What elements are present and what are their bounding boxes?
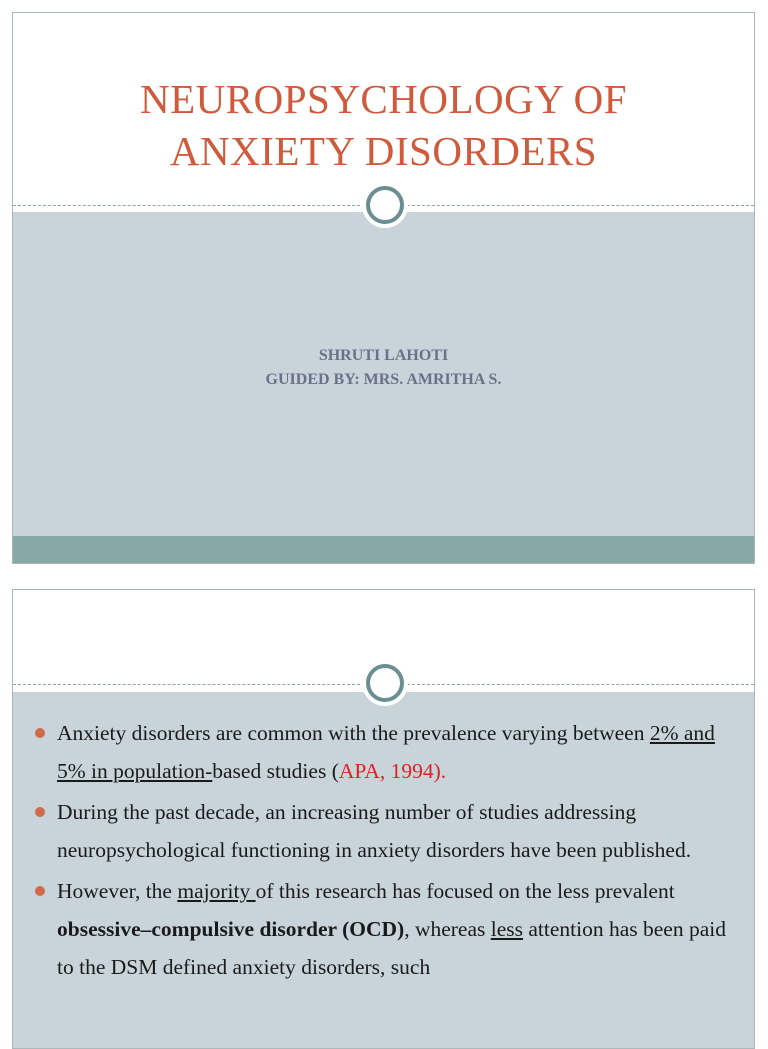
slide-title	[13, 73, 754, 177]
bullet-icon	[35, 886, 45, 896]
circle-ornament-icon	[366, 186, 404, 224]
guide-name: GUIDED BY: MRS. AMRITHA S.	[265, 371, 502, 388]
underlined-text: majority	[177, 879, 256, 903]
list-item	[33, 872, 738, 986]
bullet-text: However, the	[57, 879, 178, 903]
author-name: SHRUTI LAHOTI	[318, 347, 449, 364]
title-area	[13, 13, 754, 206]
bullet-icon	[35, 807, 45, 817]
bold-text: obsessive–compulsive disorder (OCD)	[57, 917, 405, 941]
bullet-text: based studies (	[212, 759, 339, 783]
list-item	[33, 714, 738, 790]
bullet-text: Anxiety disorders are common with the prevalence varying between	[57, 721, 650, 745]
title-line-2: ANXIETY DISORDERS	[169, 128, 598, 174]
list-item	[33, 793, 738, 869]
circle-ornament-icon	[366, 664, 404, 702]
underlined-text: 2% and 5% in population-	[57, 721, 715, 783]
bullet-icon	[35, 728, 45, 738]
accent-band	[13, 536, 754, 564]
citation: APA, 1994).	[338, 759, 447, 783]
underlined-text: less	[490, 917, 523, 941]
content-slide	[12, 589, 755, 1049]
bullet-text: , whereas	[404, 917, 491, 941]
bullet-text: attention has been paid to the DSM defined anxiety disorders, such	[57, 917, 726, 979]
title-line-1: NEUROPSYCHOLOGY OF	[139, 76, 627, 122]
title-slide	[12, 12, 755, 564]
bullet-list	[33, 714, 738, 989]
bullet-text: During the past decade, an increasing number of studies addressing neuropsychological functioning in anxiety disorders have been published.	[57, 800, 692, 862]
bullet-text: of this research has focused on the less prevalent	[255, 879, 675, 903]
